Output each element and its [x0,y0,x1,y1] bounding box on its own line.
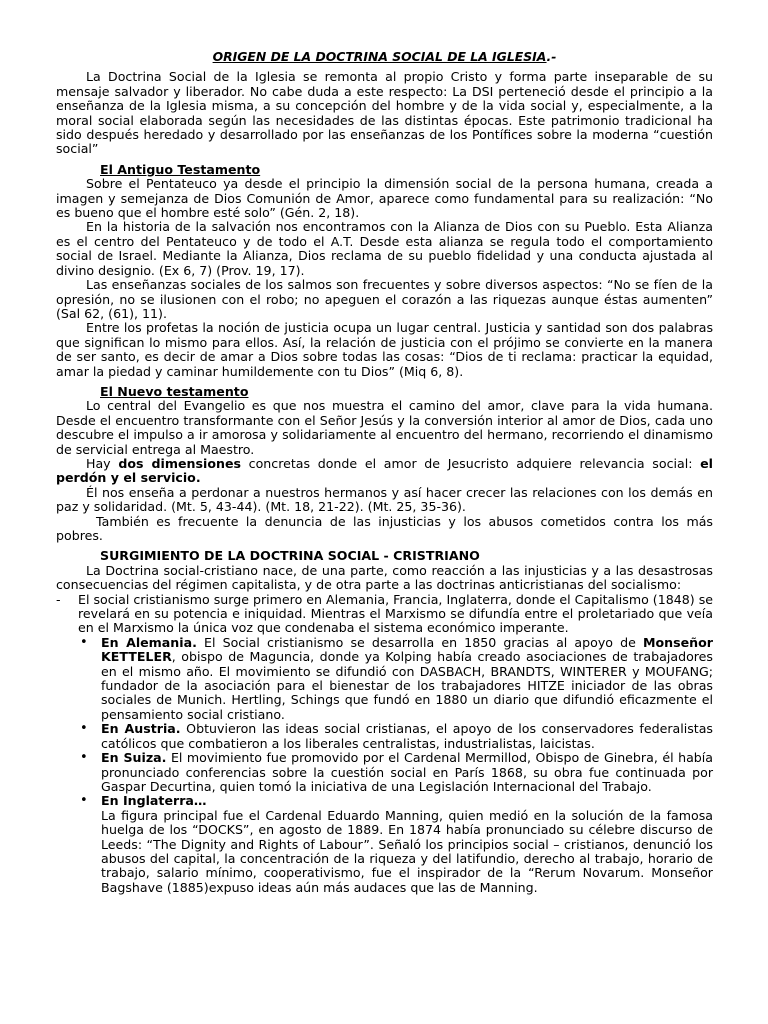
inglaterra-label: En Inglaterra… [101,793,207,809]
heading-antiguo-testamento: El Antiguo Testamento [100,161,261,177]
antiguo-paragraph-2: En la historia de la salvación nos encontramos con la Alianza de Dios con su Pueblo. Esta Alianza es el centro del Pentateuco y de todo el A.T. Desde esta alianza se regula todo el comportamiento social de Israel. Mediante la Alianza, Dios reclama de su pueblo fidelidad y una conducta ajustada al divino designio. (Ex 6, 7) (Prov. 19, 17). [56,219,713,278]
dash-marker: - [56,591,61,607]
dash-list-item [56,593,713,636]
antiguo-paragraph-1: Sobre el Pentateuco ya desde el principio la dimensión social de la persona humana, creada a imagen y semejanza de Dios Comunión de Amor, aparece como fundamental para su realización: “No es bueno que el hombre esté solo” (Gén. 2, 18). [56,176,713,221]
bullet-icon: • [80,634,88,650]
surgimiento-paragraph-1: La Doctrina social-cristiano nace, de una parte, como reacción a las injusticias y a las desastrosas consecuencias del régimen capitalista, y de otra parte a las doctrinas anticristianas del socialismo: [56,562,713,593]
dos-dimensiones-bold: dos dimensiones [118,455,241,471]
dash-item-text: El social cristianismo surge primero en Alemania, Francia, Inglaterra, donde el Capitalismo (1848) se revelará en su potencia e iniquidad. Mientras el Marxismo se difundía entre el proletariado que veía en el Marxismo la única voz que condenaba el sistema económico imperante. [78,591,713,636]
intro-paragraph: La Doctrina Social de la Iglesia se remonta al propio Cristo y forma parte inseparable de su mensaje salvador y liberador. No cabe duda a este respecto: La DSI perteneció desde el principio a la enseñanza de la Iglesia misma, a su concepción del hombre y de la vida social y, especialmente, a la moral social elaborada según las necesidades de las distintas épocas. Este patrimonio tradicional ha sido después heredado y desarrollado por las enseñanzas de los Pontífices sobre la moderna “cuestión social” [56,69,713,157]
bullet-icon: • [80,721,88,737]
perdon-servicio-bold: el perdón y el servicio. [56,455,713,486]
bullet-item-inglaterra [56,794,713,895]
nuevo-paragraph-2 [56,457,713,486]
heading-nuevo-testamento: El Nuevo testamento [100,383,249,399]
antiguo-paragraph-4: Entre los profetas la noción de justicia ocupa un lugar central. Justicia y santidad son dos palabras que significan lo mismo para ellos. Así, la relación de justicia con el prójimo se convierte en la manera de ser santo, es decir de amar a Dios sobre todas las cosas: “Dios de ti reclama: practicar la equidad, amar la piedad y caminar humildemente con tu Dios” (Miq 6, 8). [56,320,713,379]
ketteler-name: Monseñor KETTELER [101,634,713,665]
bullet-item-suiza [56,751,713,794]
nuevo-p2-text-a: Hay [86,455,119,471]
suiza-text: El movimiento fue promovido por el Cardenal Mermillod, Obispo de Ginebra, él había pronunciado conferencias sobre la cuestión social en París 1868, su obra fue continuada por Gaspar Decurtina, quien tomó la iniciativa de una Legislación Internacional del Trabajo. [101,750,714,794]
alemania-label: En Alemania. [101,634,197,650]
bullet-icon: • [80,793,88,809]
antiguo-paragraph-3: Las enseñanzas sociales de los salmos son frecuentes y sobre diversos aspectos: “No se fíen de la opresión, no se ilusionen con el robo; no apeguen el corazón a las riquezas aunque éstas aumenten” (Sal 62, (61), 11). [56,277,713,321]
alemania-text-2: , obispo de Maguncia, donde ya Kolping había creado asociaciones de trabajadores en el mismo año. El movimiento se difundió con DASBACH, BRANDTS, WINTERER y MOUFANG; fundador de la asociación para el bienestar de los trabajadores HITZE iniciador de las obras sociales de Munich. Hertling, Schings que fundó en 1880 un diario que difundió eficazmente el pensamiento social cristiano. [101,649,713,722]
austria-text: Obtuvieron las ideas social cristianas, el apoyo de los conservadores federalistas católicos que combatieron a los liberales centralistas, industrialistas, laicistas. [101,721,713,751]
title-suffix: .- [546,49,557,64]
document-page [56,50,713,895]
nuevo-p2-text-c: concretas donde el amor de Jesucristo adquiere relevancia social: [240,455,701,471]
alemania-text-1: El Social cristianismo se desarrolla en 1850 gracias al apoyo de [196,634,643,650]
bullet-item-alemania [56,636,713,722]
nuevo-paragraph-4: También es frecuente la denuncia de las injusticias y los abusos cometidos contra los más pobres. [56,513,713,543]
nuevo-paragraph-3: Él nos enseña a perdonar a nuestros hermanos y así hacer crecer las relaciones con los demás en paz y solidaridad. (Mt. 5, 43-44). (Mt. 18, 21-22). (Mt. 25, 35-36). [56,484,713,515]
austria-label: En Austria. [101,721,181,737]
country-bullet-list [56,636,713,895]
bullet-item-austria [56,722,713,751]
heading-surgimiento: SURGIMIENTO DE LA DOCTRINA SOCIAL - CRISTRIANO [100,548,480,564]
bullet-icon: • [80,750,88,766]
document-title [56,50,713,64]
inglaterra-text: La figura principal fue el Cardenal Eduardo Manning, quien medió en la solución de la famosa huelga de los “DOCKS”, en agosto de 1889. En 1874 había pronunciado su célebre discurso de Leeds: “The Dignity and Rights of Labour”. Señaló los principios social – cristianos, denunció los abusos del capital, la concentración de la riqueza y del latifundio, derecho al trabajo, horario de trabajo, salario mínimo, cooperativismo, fue el inspirador de la “Rerum Novarum. Monseñor Bagshave (1885)expuso ideas aún más audaces que las de Manning. [101,807,713,895]
suiza-label: En Suiza. [101,750,167,766]
title-main: ORIGEN DE LA DOCTRINA SOCIAL DE LA IGLESIA [212,49,547,64]
nuevo-paragraph-1: Lo central del Evangelio es que nos muestra el camino del amor, clave para la vida humana. Desde el encuentro transformante con el Señor Jesús y la conversión interior al amor de Dios, cada uno descubre el impulso a ir amorosa y solidariamente al encuentro del hermano, recorriendo el dinamismo de servicial entrega al Maestro. [56,398,713,457]
